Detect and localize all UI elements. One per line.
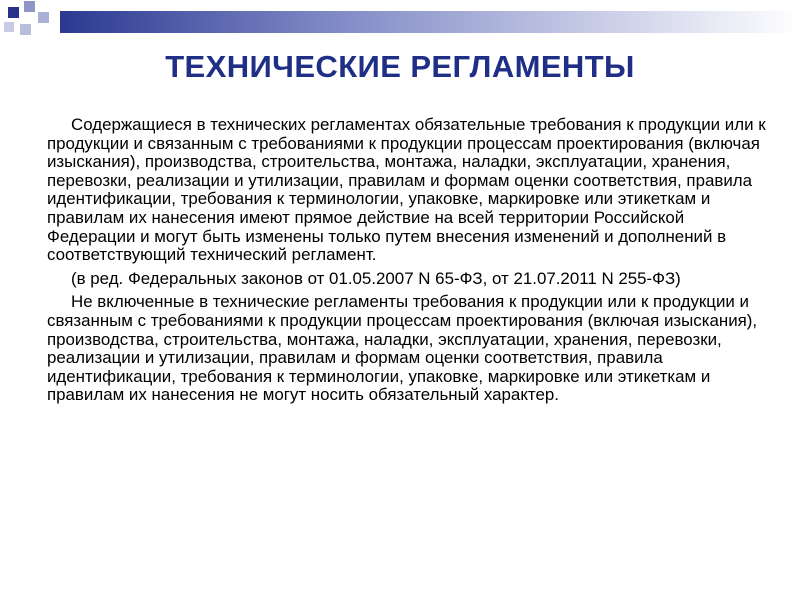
paragraph-non-mandatory-requirements: Не включенные в технические регламенты требования к продукции или к продукции и связанным с требованиями к продукции процессам проектирования (включая изыскания), производства, строительства, монтажа, наладки, эксплуатации, хранения, перевозки, реализации и утилизации, правилам и формам оценки соответствия, правила идентификации, требования к терминологии, упаковке, маркировке или этикеткам и правилам их нанесения не могут носить обязательный характер. xyxy=(47,292,758,405)
corner-square-dark xyxy=(8,7,19,18)
slide-body xyxy=(47,116,767,410)
paragraph-amendment-note: (в ред. Федеральных законов от 01.05.2007 N 65-ФЗ, от 21.07.2011 N 255-ФЗ) xyxy=(71,268,681,288)
slide-title: ТЕХНИЧЕСКИЕ РЕГЛАМЕНТЫ xyxy=(165,49,635,84)
paragraph-mandatory-requirements: Содержащиеся в технических регламентах обязательные требования к продукции или к продукции и связанным с требованиями к продукции процессам проектирования (включая изыскания), производства, строительства, монтажа, наладки, эксплуатации, хранения, перевозки, реализации и утилизации, правилам и формам оценки соответствия, правила идентификации, требования к терминологии, упаковке, маркировке или этикеткам и правилам их нанесения имеют прямое действие на всей территории Российской Федерации и могут быть изменены только путем внесения изменений и дополнений в соответствующий технический регламент. xyxy=(47,115,766,265)
header-gradient-bar xyxy=(60,11,800,33)
corner-square-light xyxy=(20,24,31,35)
corner-square-light xyxy=(24,1,35,12)
header-decoration xyxy=(0,0,800,50)
corner-square-light xyxy=(38,12,49,23)
corner-square-light xyxy=(4,22,14,32)
